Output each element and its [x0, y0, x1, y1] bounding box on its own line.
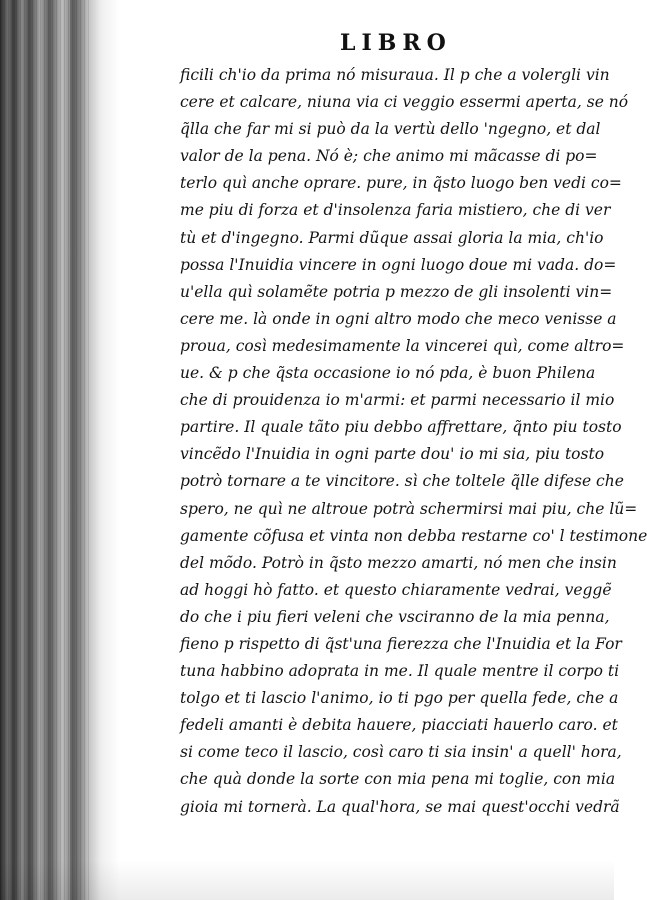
text-line: spero, ne quì ne altroue potrà schermirsi mai piu, che lũ= — [180, 499, 638, 518]
text-line: cere et calcare, niuna via ci veggio essermi aperta, se nó — [180, 93, 629, 112]
text-line: valor de la pena. Nó è; che animo mi mãcasse di po= — [180, 147, 598, 166]
text-line: fedeli amanti è debita hauere, piacciati hauerlo caro. et — [180, 716, 618, 735]
text-line: che quà donde la sorte con mia pena mi toglie, con mia — [180, 770, 616, 789]
text-line: potrò tornare a te vincitore. sì che toltele q̃lle difese che — [180, 472, 624, 491]
text-line: possa l'Inuidia vincere in ogni luogo doue mi vada. do= — [180, 255, 617, 274]
text-line: gamente cõfusa et vinta non debba restarne co' l testimone — [180, 526, 647, 545]
bottom-shadow — [0, 860, 614, 900]
text-line: me piu di forza et d'insolenza faria mistiero, che di ver — [180, 201, 611, 220]
text-line: ad hoggi hò fatto. et questo chiaramente vedrai, veggẽ — [180, 580, 612, 599]
text-line: ficili ch'io da prima nó misuraua. Il p che a volergli vin — [180, 66, 610, 84]
text-line: che di prouidenza io m'armi: et parmi necessario il mio — [180, 391, 615, 410]
text-line: tù et d'ingegno. Parmi dũque assai gloria la mia, ch'io — [180, 228, 604, 247]
text-line: terlo quì anche oprare. pure, in q̃sto luogo ben vedi co= — [180, 174, 622, 193]
text-line: fieno p rispetto di q̃st'una fierezza che l'Inuidia et la For — [180, 634, 622, 653]
text-line: partire. Il quale tãto piu debbo affrettare, q̃nto piu tosto — [180, 418, 622, 437]
text-line: proua, così medesimamente la vincerei quì, come altro= — [180, 336, 625, 355]
running-header: LIBRO — [340, 30, 452, 56]
text-line: si come teco il lascio, così caro ti sia insin' a quell' hora, — [180, 743, 622, 762]
page-fold-shadow — [70, 0, 100, 900]
text-line: vincẽdo l'Inuidia in ogni parte dou' io mi sia, piu tosto — [180, 445, 605, 464]
text-line: u'ella quì solamẽte potria p mezzo de gli insolenti vin= — [180, 282, 613, 301]
text-line: q̃lla che far mi si può da la vertù dello 'ngegno, et dal — [180, 120, 601, 139]
text-line: gioia mi tornerà. La qual'hora, se mai quest'occhi vedrã — [180, 797, 620, 816]
text-line: tolgo et ti lascio l'animo, io ti pgo per quella fede, che a — [180, 689, 619, 708]
text-line: do che i piu fieri veleni che vsciranno de la mia penna, — [180, 607, 610, 626]
text-line: del mõdo. Potrò in q̃sto mezzo amarti, nó men che insin — [180, 553, 617, 572]
text-line: tuna habbino adoprata in me. Il quale mentre il corpo ti — [180, 662, 620, 681]
body-text — [180, 62, 647, 821]
text-line: ue. & p che q̃sta occasione io nó pda, è buon Philena — [180, 364, 596, 383]
text-line: cere me. là onde in ogni altro modo che meco venisse a — [180, 309, 617, 328]
